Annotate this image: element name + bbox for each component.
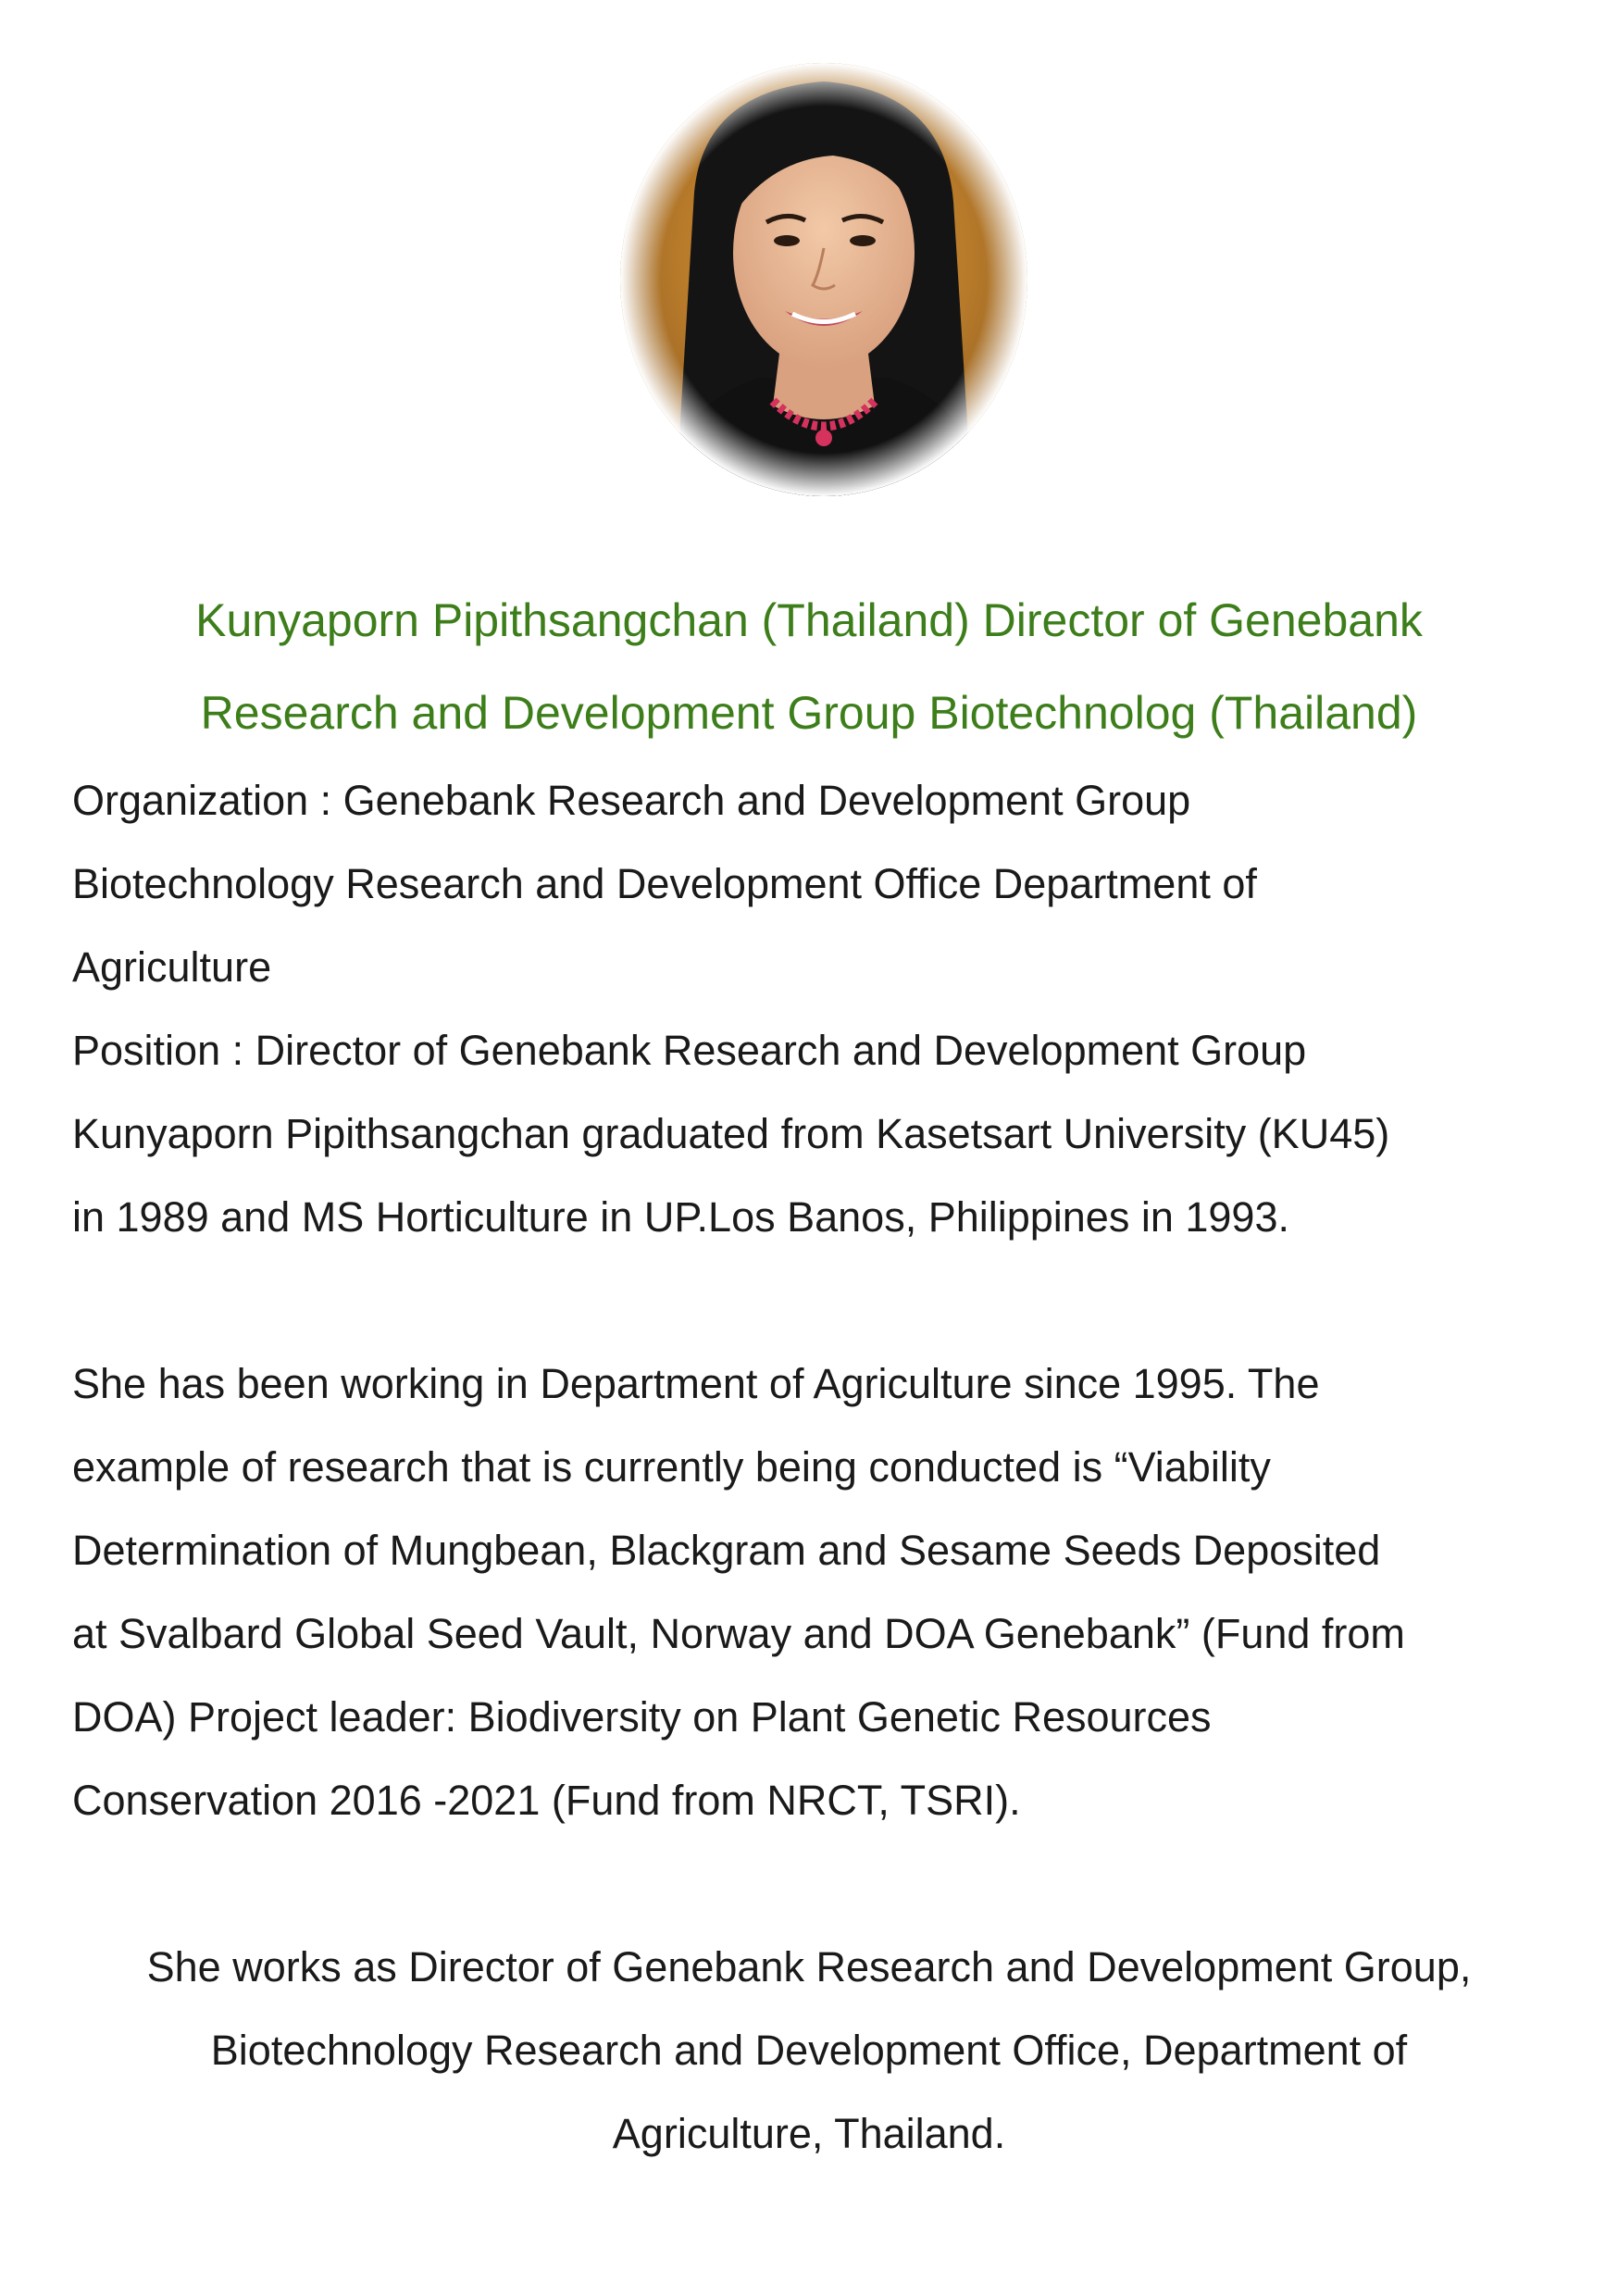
research-line-3: Determination of Mungbean, Blackgram and Sesame Seeds Deposited (72, 1527, 1381, 1574)
research-line-1: She has been working in Department of Agriculture since 1995. The (72, 1360, 1320, 1407)
position-line: Position : Director of Genebank Research and Development Group (72, 1027, 1307, 1074)
education-line-1: Kunyaporn Pipithsangchan graduated from Kasetsart University (KU45) (72, 1110, 1390, 1157)
portrait-illustration (620, 63, 1027, 496)
research-line-4: at Svalbard Global Seed Vault, Norway and DOA Genebank” (Fund from (72, 1610, 1405, 1657)
closing-line-2: Biotechnology Research and Development Office, Department of (210, 2027, 1408, 2074)
profile-details (72, 759, 1572, 1259)
organization-line-3: Agriculture (72, 943, 272, 991)
speaker-heading (56, 574, 1562, 759)
heading-line-2: Research and Development Group Biotechnolog (Thailand) (200, 687, 1418, 739)
research-paragraph (72, 1342, 1572, 1842)
education-line-2: in 1989 and MS Horticulture in UP.Los Banos, Philippines in 1993. (72, 1193, 1289, 1241)
closing-line-1: She works as Director of Genebank Research and Development Group, (146, 1943, 1472, 1990)
organization-line-1: Organization : Genebank Research and Development Group (72, 777, 1191, 824)
heading-line-1: Kunyaporn Pipithsangchan (Thailand) Director of Genebank (195, 594, 1423, 646)
research-line-6: Conservation 2016 -2021 (Fund from NRCT, TSRI). (72, 1777, 1021, 1824)
research-line-5: DOA) Project leader: Biodiversity on Plant Genetic Resources (72, 1693, 1212, 1741)
profile-photo (620, 63, 1027, 496)
closing-paragraph (56, 1926, 1562, 2176)
closing-line-3: Agriculture, Thailand. (612, 2110, 1006, 2157)
organization-line-2: Biotechnology Research and Development Office Department of (72, 860, 1257, 907)
research-line-2: example of research that is currently being conducted is “Viability (72, 1443, 1271, 1491)
